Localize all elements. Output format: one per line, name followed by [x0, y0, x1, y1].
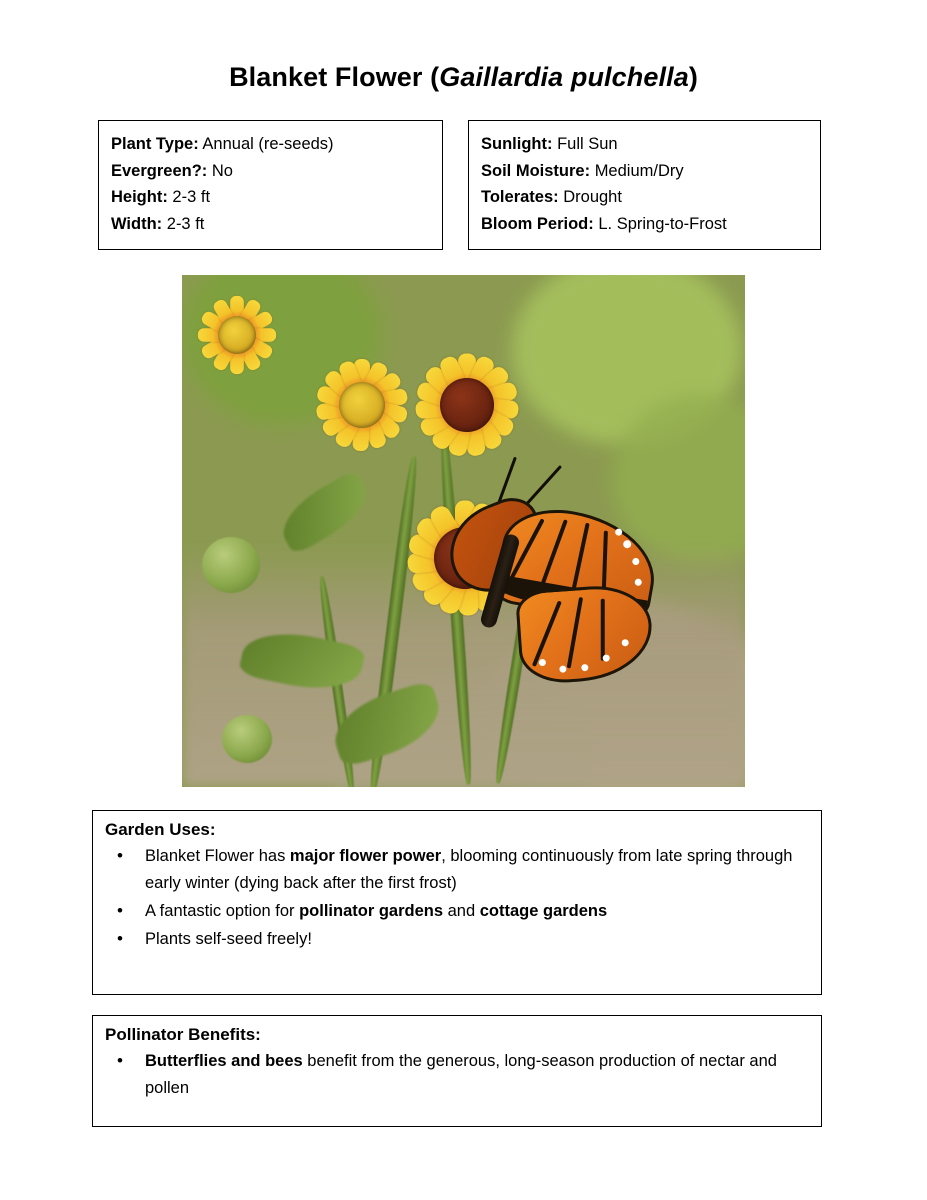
fact-label-soil-moisture: Soil Moisture: [481, 161, 591, 180]
list-item [105, 898, 807, 925]
flower-bud [222, 715, 272, 763]
list-item [105, 1048, 807, 1102]
plant-photograph [182, 275, 745, 787]
fact-row-sunlight [481, 131, 808, 158]
fact-value-bloom-period: L. Spring-to-Frost [598, 214, 727, 233]
fact-row-bloom-period [481, 211, 808, 238]
garden-uses-list [105, 843, 807, 953]
bullet-text-mid: and [443, 902, 480, 920]
butterfly-wing-lower-right [515, 582, 655, 685]
flower-disc [218, 316, 256, 354]
title-common-name: Blanket Flower ( [229, 62, 440, 92]
garden-uses-heading: Garden Uses: [105, 820, 216, 839]
title-close-paren: ) [688, 62, 698, 92]
growing-conditions-box [468, 120, 821, 250]
bullet-text-bold: pollinator gardens [299, 902, 444, 920]
fact-row-width [111, 211, 430, 238]
bullet-text-bold: major flower power [289, 847, 442, 865]
fact-label-bloom-period: Bloom Period: [481, 214, 594, 233]
bullet-text-pre: Plants self-seed freely! [145, 930, 312, 948]
page-title [0, 62, 927, 93]
bullet-text-post: benefit from the generous, long-season production of nectar and pollen [145, 1052, 777, 1097]
fact-label-plant-type: Plant Type: [111, 135, 199, 153]
plant-characteristics-box [98, 120, 443, 250]
fact-value-evergreen: No [211, 161, 233, 180]
bullet-text-post: , blooming continuously from late spring through early winter (dying back after the first frost) [145, 847, 793, 892]
flower-disc [339, 382, 385, 428]
list-item [105, 843, 807, 897]
fact-label-sunlight: Sunlight: [481, 135, 553, 153]
title-scientific-name: Gaillardia pulchella [439, 62, 689, 92]
bullet-text-pre: A fantastic option for [145, 902, 300, 920]
monarch-butterfly [440, 503, 690, 703]
bullet-text-bold-2: cottage gardens [479, 902, 608, 920]
fact-label-height: Height: [111, 188, 168, 206]
fact-value-width: 2-3 ft [166, 214, 205, 233]
fact-value-tolerates: Drought [563, 188, 622, 206]
fact-label-tolerates: Tolerates: [481, 188, 559, 206]
fact-value-soil-moisture: Medium/Dry [594, 161, 684, 180]
fact-row-plant-type [111, 131, 430, 158]
fact-row-tolerates [481, 184, 808, 211]
fact-value-height: 2-3 ft [172, 188, 211, 206]
flower-disc [440, 378, 494, 432]
fact-row-evergreen [111, 158, 430, 185]
pollinator-benefits-heading: Pollinator Benefits: [105, 1025, 261, 1044]
blanket-flower-bloom [182, 275, 302, 395]
fact-label-evergreen: Evergreen?: [111, 161, 208, 180]
pollinator-benefits-box [92, 1015, 822, 1127]
flower-bud [202, 537, 260, 593]
fact-label-width: Width: [111, 214, 163, 233]
fact-value-sunlight: Full Sun [557, 135, 618, 153]
fact-value-plant-type: Annual (re-seeds) [202, 135, 334, 153]
bullet-text-pre: Blanket Flower has [145, 847, 290, 865]
pollinator-benefits-list [105, 1048, 807, 1102]
bullet-text-bold: Butterflies and bees [145, 1052, 303, 1070]
fact-row-height [111, 184, 430, 211]
list-item [105, 926, 807, 953]
photo-canvas [182, 275, 745, 787]
garden-uses-box [92, 810, 822, 995]
blanket-flower-bloom [387, 325, 547, 485]
fact-row-soil-moisture [481, 158, 808, 185]
